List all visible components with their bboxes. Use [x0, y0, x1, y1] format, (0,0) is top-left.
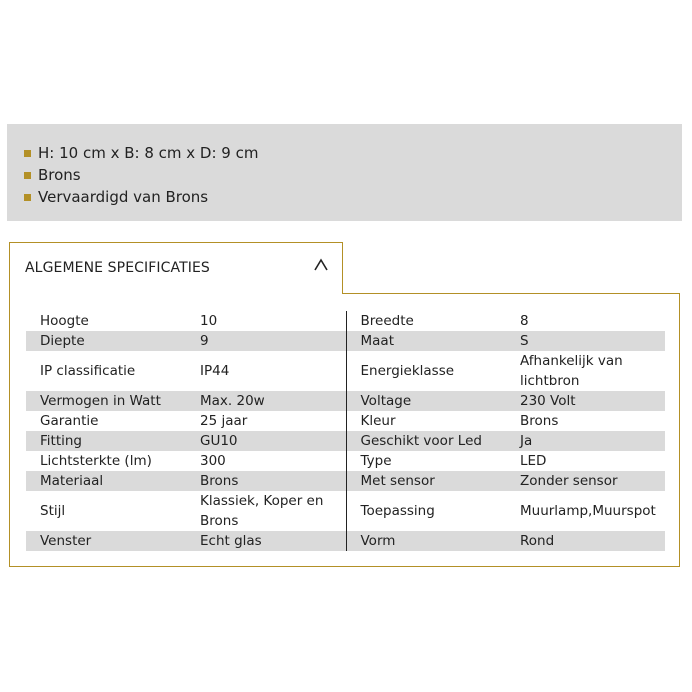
specs-section-title: ALGEMENE SPECIFICATIES: [25, 260, 210, 276]
spec-value: 230 Volt: [506, 391, 665, 411]
feature-summary: [7, 124, 682, 221]
table-row: [26, 471, 665, 491]
feature-list: [7, 124, 682, 208]
spec-label: Met sensor: [346, 471, 506, 491]
spec-value: 9: [186, 331, 346, 351]
spec-value: Rond: [506, 531, 665, 551]
table-row: [26, 451, 665, 471]
spec-value: Muurlamp,Muurspot: [520, 503, 656, 519]
table-row: [26, 331, 665, 351]
spec-label: Toepassing: [346, 491, 506, 531]
spec-label: Hoogte: [40, 313, 89, 329]
spec-label: Vermogen in Watt: [26, 391, 186, 411]
spec-value: Zonder sensor: [506, 471, 665, 491]
spec-label: Garantie: [40, 413, 99, 429]
spec-value: Brons: [520, 413, 559, 429]
spec-label: IP classificatie: [40, 363, 136, 379]
spec-label: Geschikt voor Led: [346, 431, 506, 451]
spec-label: Stijl: [40, 503, 66, 519]
bullet-square-icon: [24, 150, 31, 157]
spec-label: Fitting: [26, 431, 186, 451]
spec-value: Brons: [186, 471, 346, 491]
spec-label: Maat: [346, 331, 506, 351]
specs-accordion-header[interactable]: [9, 242, 343, 294]
specs-table: [26, 311, 665, 551]
spec-value: 10: [200, 313, 218, 329]
spec-label: Venster: [26, 531, 186, 551]
specs-panel: [9, 293, 680, 567]
spec-label: Diepte: [26, 331, 186, 351]
feature-item: [24, 186, 682, 208]
spec-value: Klassiek, Koper en Brons: [200, 493, 324, 529]
spec-value: LED: [520, 453, 547, 469]
spec-label: Materiaal: [26, 471, 186, 491]
spec-value: 25 jaar: [200, 413, 248, 429]
spec-label: Lichtsterkte (lm): [40, 453, 152, 469]
feature-text: H: 10 cm x B: 8 cm x D: 9 cm: [38, 144, 259, 162]
feature-item: [24, 142, 682, 164]
bullet-square-icon: [24, 172, 31, 179]
bullet-square-icon: [24, 194, 31, 201]
spec-value: 8: [520, 313, 529, 329]
feature-text: Brons: [38, 166, 81, 184]
spec-label: Kleur: [346, 411, 506, 431]
feature-item: [24, 164, 682, 186]
spec-label: Vorm: [346, 531, 506, 551]
table-row: [26, 351, 665, 391]
spec-label: Voltage: [346, 391, 506, 411]
spec-value: Ja: [506, 431, 665, 451]
chevron-up-icon[interactable]: [310, 255, 332, 277]
spec-value: Afhankelijk van lichtbron: [520, 353, 623, 389]
spec-label: Energieklasse: [346, 351, 506, 391]
table-row: [26, 531, 665, 551]
table-row: [26, 431, 665, 451]
feature-text: Vervaardigd van Brons: [38, 188, 209, 206]
spec-label: Type: [346, 451, 506, 471]
table-row: [26, 391, 665, 411]
spec-value: IP44: [200, 363, 230, 379]
spec-value: S: [506, 331, 665, 351]
table-row: [26, 411, 665, 431]
spec-value: Echt glas: [186, 531, 346, 551]
table-row: [26, 311, 665, 331]
spec-value: 300: [200, 453, 226, 469]
spec-value: Max. 20w: [186, 391, 346, 411]
spec-value: GU10: [186, 431, 346, 451]
spec-label: Breedte: [346, 311, 506, 331]
table-row: [26, 491, 665, 531]
